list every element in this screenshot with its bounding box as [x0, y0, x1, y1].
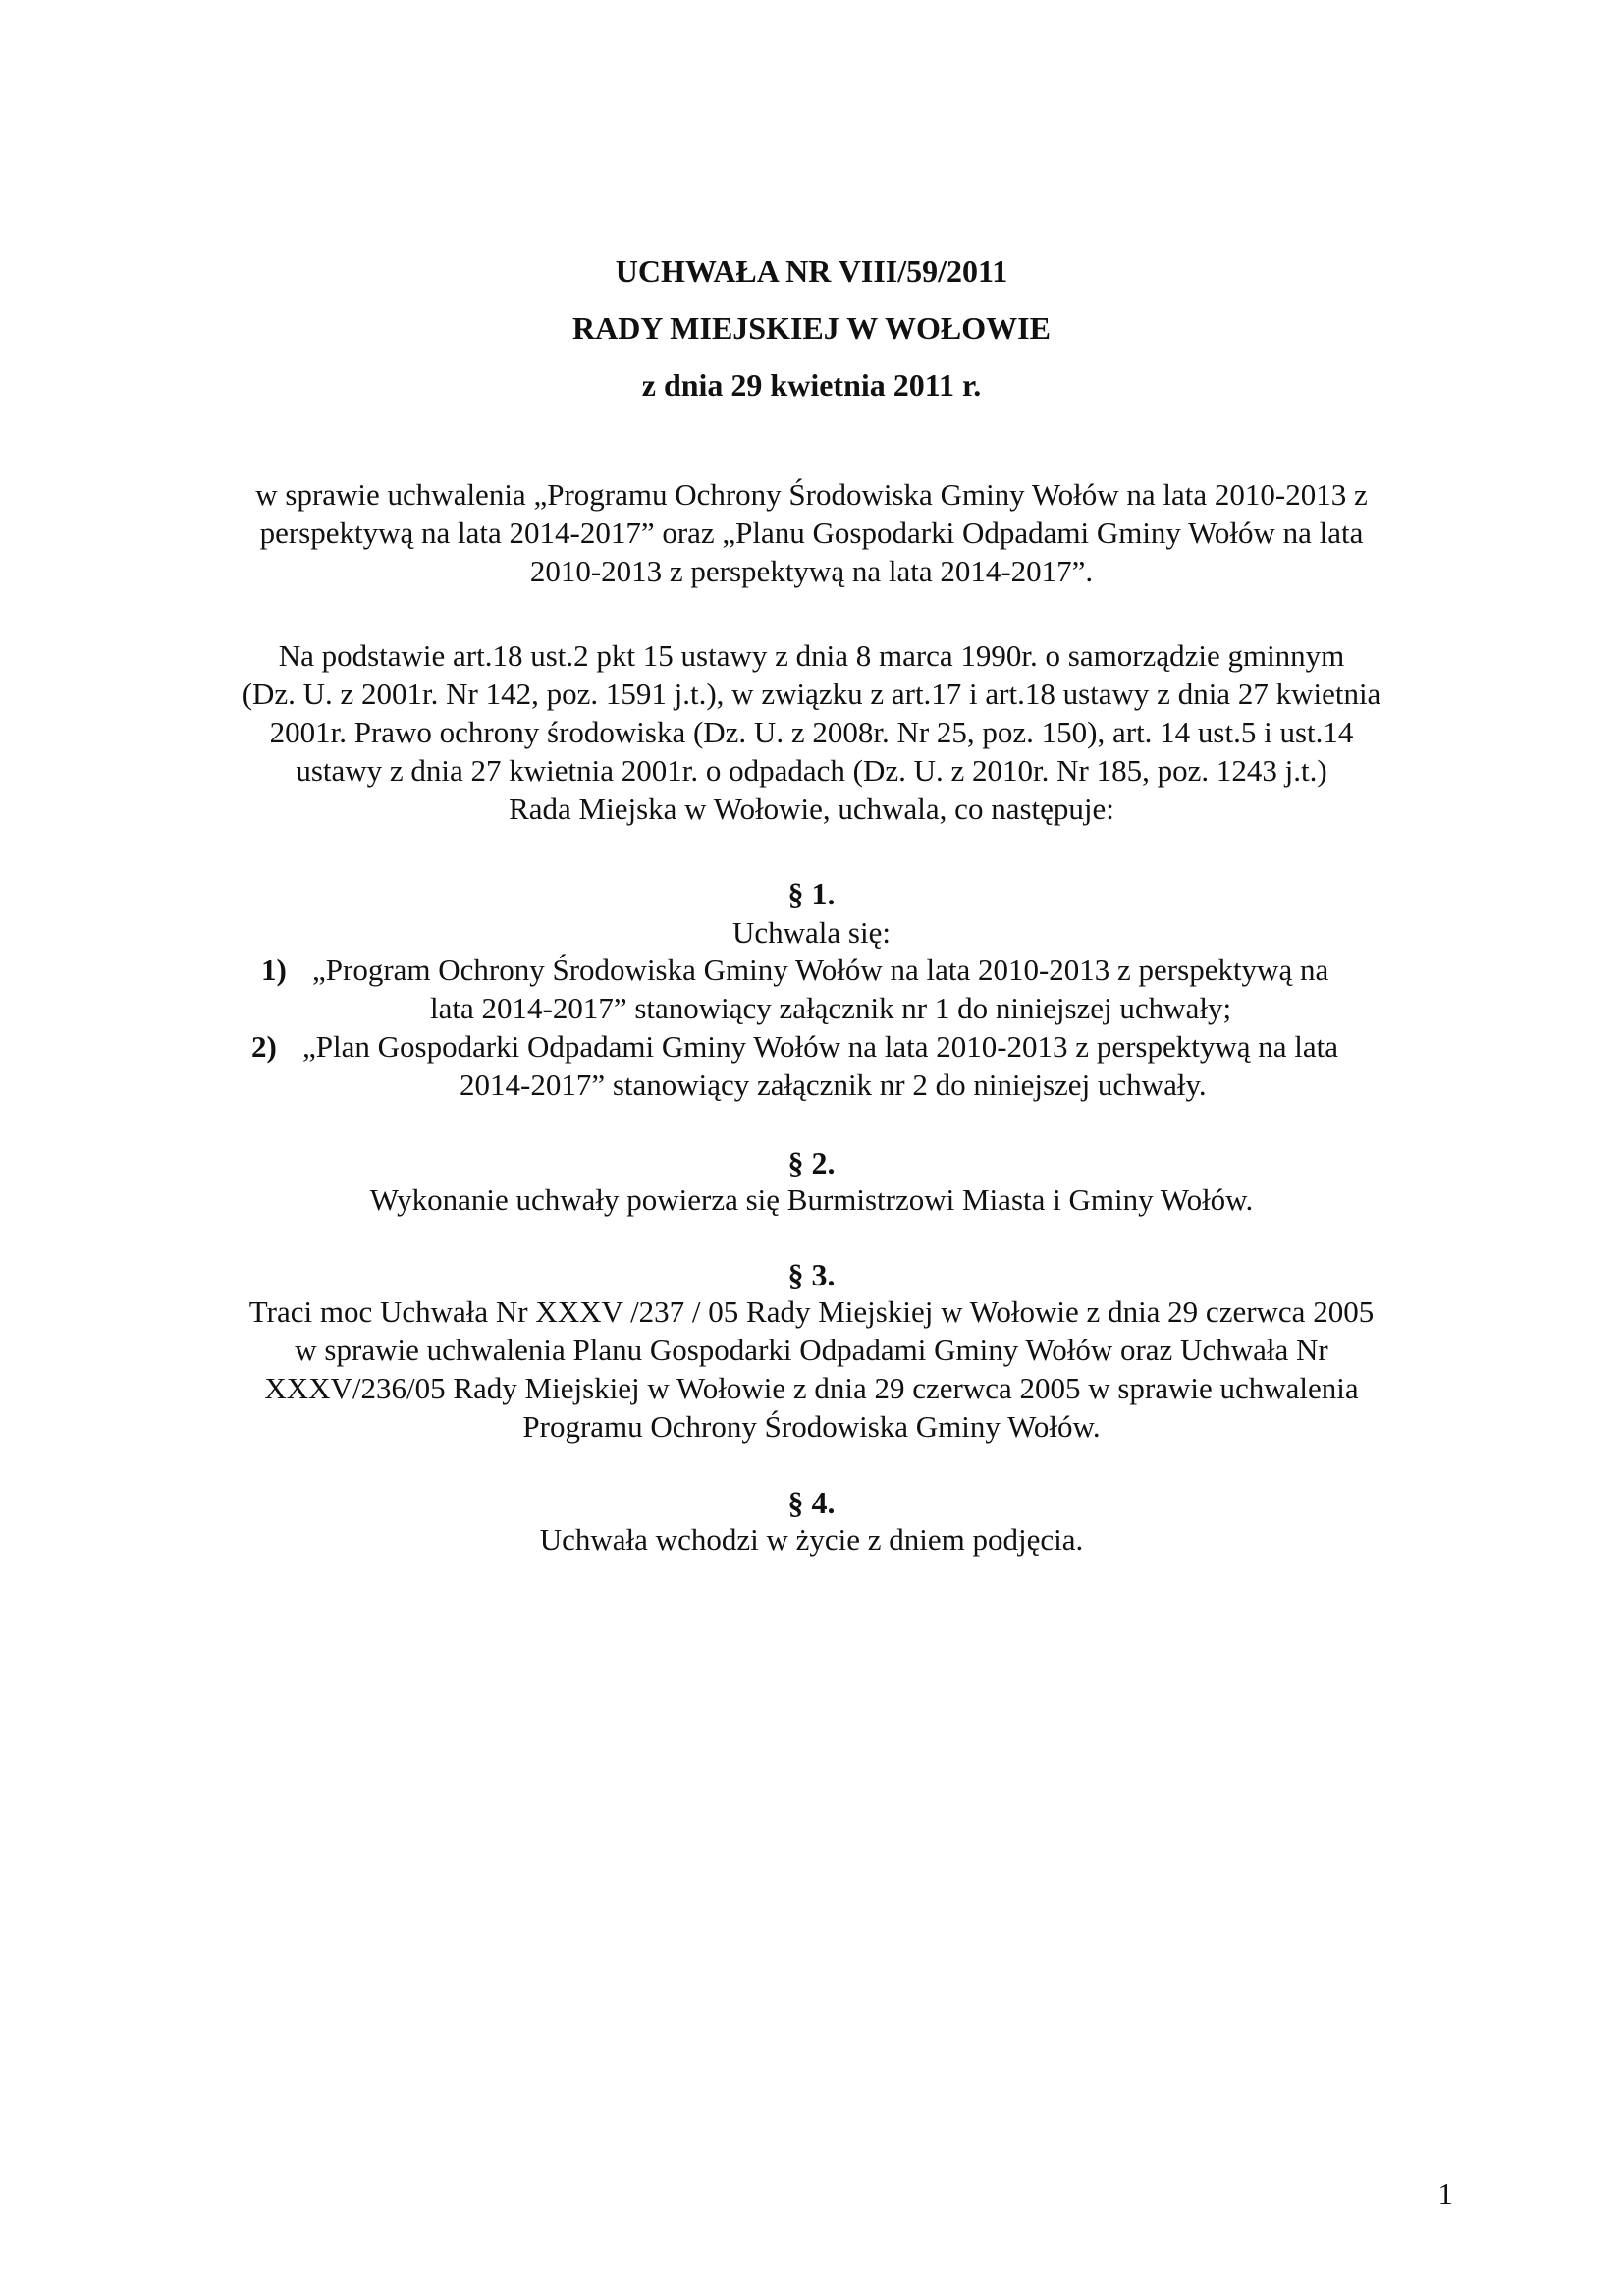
resolution-subject: [0, 475, 1623, 590]
legal-basis-line: (Dz. U. z 2001r. Nr 142, poz. 1591 j.t.), w związku z art.17 i art.18 ustawy z dnia 27 kwietnia: [242, 677, 1381, 711]
section-3-line: w sprawie uchwalenia Planu Gospodarki Odpadami Gminy Wołów oraz Uchwała Nr: [295, 1333, 1328, 1367]
section-4-text: Uchwała wchodzi w życie z dniem podjęcia.: [539, 1522, 1084, 1557]
list-item-line: 2014-2017” stanowiący załącznik nr 2 do niniejszej uchwały.: [460, 1067, 1207, 1102]
list-item-line: „Plan Gospodarki Odpadami Gminy Wołów na lata 2010-2013 z perspektywą na lata: [302, 1029, 1338, 1064]
resolution-date: z dnia 29 kwietnia 2011 r.: [641, 367, 982, 403]
list-item-line: „Program Ochrony Środowiska Gminy Wołów na lata 2010-2013 z perspektywą na: [312, 953, 1329, 987]
legal-basis-line: Rada Miejska w Wołowie, uchwala, co następuje:: [509, 792, 1114, 826]
section-2-heading: § 2.: [787, 1145, 836, 1180]
section-3-line: Traci moc Uchwała Nr XXXV /237 / 05 Rady Miejskiej w Wołowie z dnia 29 czerwca 2005: [248, 1294, 1375, 1329]
section-2-text: Wykonanie uchwały powierza się Burmistrzowi Miasta i Gminy Wołów.: [369, 1182, 1254, 1217]
section-1-intro-text: Uchwala się:: [732, 915, 891, 950]
legal-basis: [0, 636, 1623, 828]
list-item: [0, 951, 1623, 1029]
section-4-body: [0, 1520, 1623, 1558]
subject-line: 2010-2013 z perspektywą na lata 2014-2017”.: [529, 554, 1094, 588]
subject-line: perspektywą na lata 2014-2017” oraz „Planu Gospodarki Odpadami Gminy Wołów na lata: [259, 516, 1364, 550]
section-1-heading: § 1.: [787, 876, 836, 911]
section-3-line: XXXV/236/05 Rady Miejskiej w Wołowie z dnia 29 czerwca 2005 w sprawie uchwalenia: [264, 1371, 1359, 1405]
section-4-heading: § 4.: [787, 1485, 836, 1520]
section-3-line: Programu Ochrony Środowiska Gminy Wołów.: [522, 1409, 1101, 1444]
list-item-line: lata 2014-2017” stanowiący załącznik nr 1 do niniejszej uchwały;: [430, 991, 1232, 1025]
page-number: 1: [1437, 2176, 1453, 2211]
section-3-heading: § 3.: [787, 1257, 836, 1292]
section-3-body: [0, 1292, 1623, 1446]
section-1-intro: [0, 913, 1623, 952]
section-2-body: [0, 1180, 1623, 1219]
list-item-number: 2): [251, 1029, 277, 1064]
legal-basis-line: Na podstawie art.18 ust.2 pkt 15 ustawy z dnia 8 marca 1990r. o samorządzie gminnym: [278, 638, 1345, 673]
council-name: RADY MIEJSKIEJ W WOŁOWIE: [572, 310, 1051, 346]
resolution-title: UCHWAŁA NR VIII/59/2011: [615, 253, 1008, 289]
subject-line: w sprawie uchwalenia „Programu Ochrony Środowiska Gminy Wołów na lata 2010-2013 z: [255, 477, 1368, 512]
list-item: [0, 1027, 1623, 1106]
list-item-number: 1): [261, 953, 287, 987]
legal-basis-line: ustawy z dnia 27 kwietnia 2001r. o odpadach (Dz. U. z 2010r. Nr 185, poz. 1243 j.t.): [296, 753, 1327, 788]
legal-basis-line: 2001r. Prawo ochrony środowiska (Dz. U. z 2008r. Nr 25, poz. 150), art. 14 ust.5 i ust.14: [269, 715, 1354, 749]
